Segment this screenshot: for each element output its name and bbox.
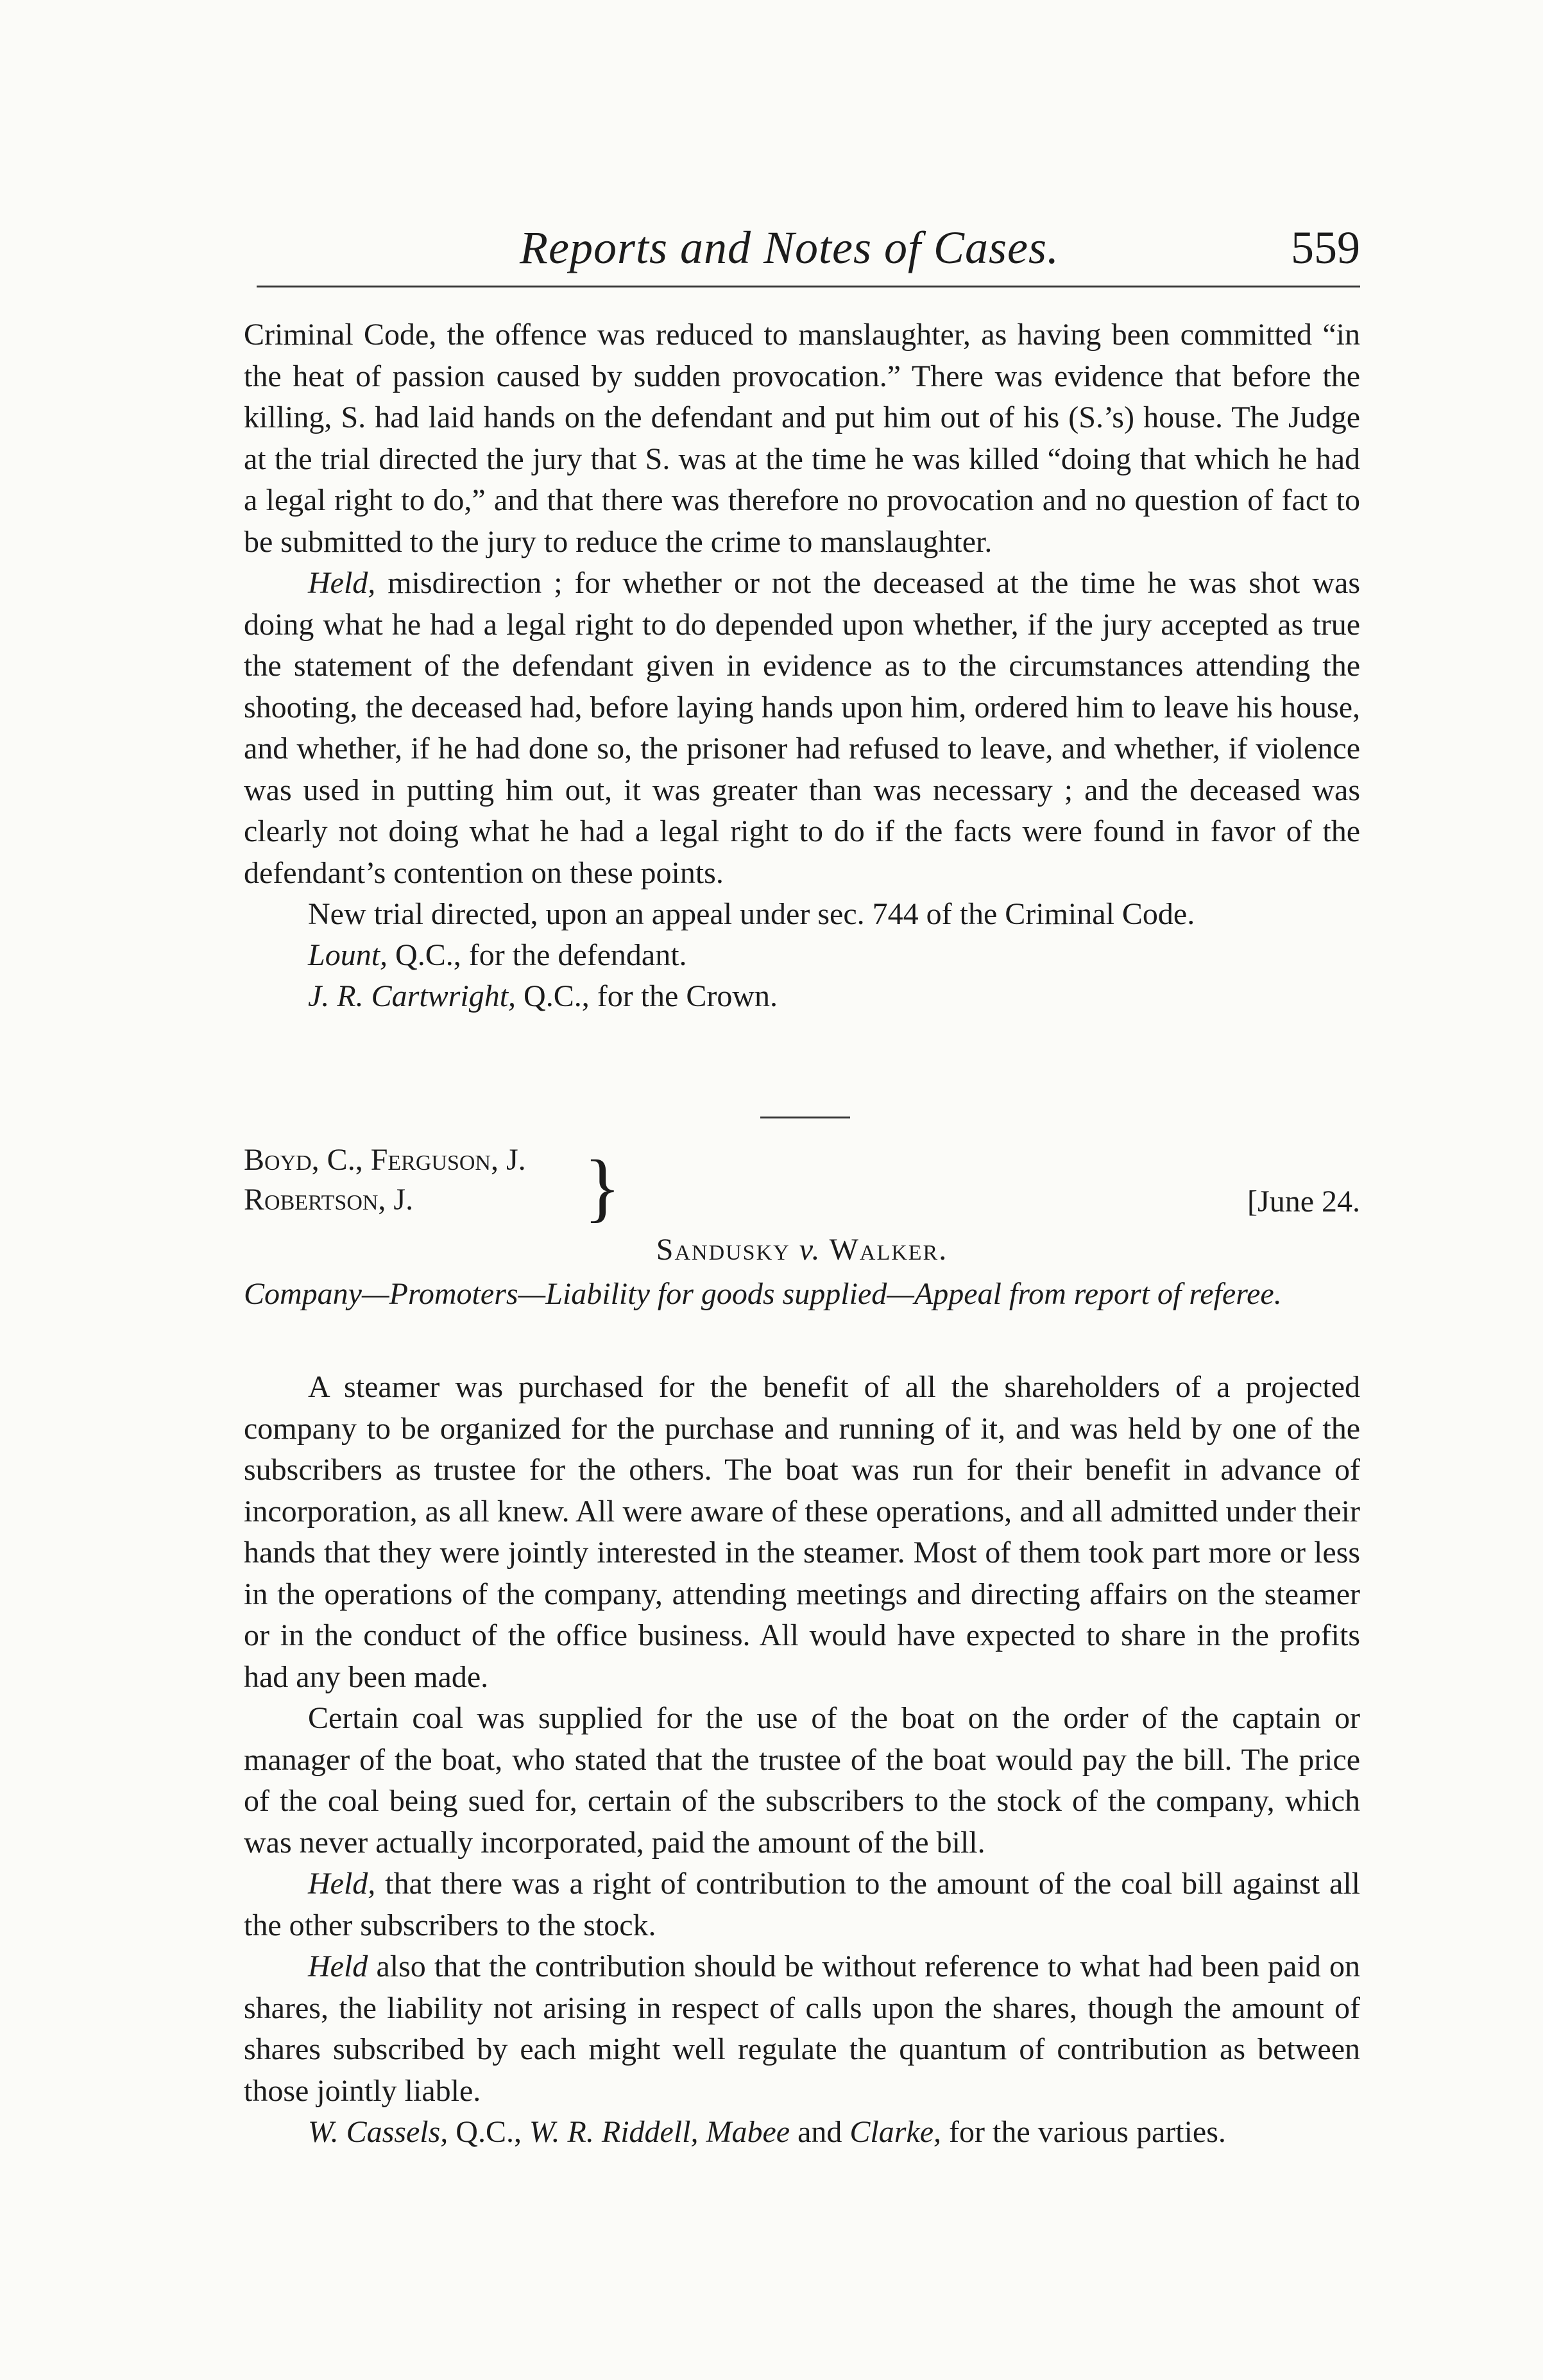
counsel-defendant xyxy=(244,935,1360,976)
counsel-role: for the various parties. xyxy=(941,2115,1226,2149)
page-number: 559 xyxy=(1291,222,1360,273)
judges-line-2: Robertson, J. xyxy=(244,1183,414,1217)
judges-brace: } xyxy=(584,1144,621,1229)
case-one xyxy=(244,314,1360,1017)
section-divider xyxy=(760,1117,850,1118)
new-trial-note: New trial directed, upon an appeal under sec. 744 of the Criminal Code. xyxy=(308,897,1195,931)
conjunction: and xyxy=(790,2115,850,2149)
court-line xyxy=(244,1142,1360,1238)
holding-text: also that the contribution should be without reference to what had been paid on shares, the liability not arising in respect of calls upon the shares, though the amount of shares subscribed by each might well regulate the quantum of contribution as between those jointly liable. xyxy=(244,1949,1360,2108)
case-two-facts-2: Certain coal was supplied for the use of the boat on the order of the captain or manager of the boat, who stated that the trustee of the boat would pay the bill. The price of the coal being sued for, certain of the subscribers to the stock of the company, which was never actually incorporated, paid the amount of the bill. xyxy=(244,1701,1360,1860)
case-one-holding xyxy=(244,563,1360,894)
case-two-holding-2 xyxy=(244,1946,1360,2112)
holding-text: misdirection ; for whether or not the deceased at the time he was shot was doing what he had a legal right to do depended upon whether, if the jury accepted as true the statement of the defendant given in evidence as to the circumstances attending the shooting, the deceased had, before laying hands upon him, ordered him to leave his house, and whether, if he had done so, the prisoner had refused to leave, and whether, if violence was used in putting him out, it was greater than was necessary ; and the deceased was clearly not doing what he had a legal right to do if the facts were found in favor of the defendant’s contention on these points. xyxy=(244,566,1360,890)
case-one-facts: Criminal Code, the offence was reduced to manslaughter, as having been committed “in the heat of passion caused by sudden provocation.” There was evidence that before the killing, S. had laid hands on the defendant and put him out of his (S.’s) house. The Judge at the trial directed the jury that S. was at the time he was killed “doing that which he had a legal right to do,” and that there was therefore no provocation and no question of fact to be submitted to the jury to reduce the crime to manslaughter. xyxy=(244,318,1360,559)
holding-text: that there was a right of contribution to the amount of the coal bill against all the other subscribers to the stock. xyxy=(244,1867,1360,1942)
counsel-parties xyxy=(244,2112,1360,2153)
held-label: Held xyxy=(308,1949,368,1983)
counsel-role: Q.C., for the defendant. xyxy=(388,938,687,972)
held-label: Held, xyxy=(308,566,376,600)
case-two-holding-1 xyxy=(244,1863,1360,1946)
held-label: Held, xyxy=(308,1867,376,1901)
judges-line-1: Boyd, C., Ferguson, J. xyxy=(244,1143,526,1177)
decision-date: [June 24. xyxy=(1247,1185,1360,1219)
counsel-qc: Q.C., xyxy=(448,2115,529,2149)
counsel-name: W. R. Riddell, Mabee xyxy=(529,2115,790,2149)
header-rule xyxy=(257,286,1360,287)
defendant: Walker. xyxy=(821,1233,948,1267)
counsel-role: Q.C., for the Crown. xyxy=(516,979,778,1013)
counsel-name: Clarke, xyxy=(849,2115,942,2149)
plaintiff: Sandusky xyxy=(656,1233,799,1267)
running-head xyxy=(257,221,1360,298)
case-title xyxy=(244,1232,1360,1267)
counsel-name: W. Cassels, xyxy=(308,2115,448,2149)
counsel-name: Lount, xyxy=(308,938,388,972)
versus: v. xyxy=(799,1233,821,1267)
case-two xyxy=(244,1367,1360,2153)
running-title: Reports and Notes of Cases. xyxy=(520,222,1060,273)
case-subject: Company—Promoters—Liability for goods supplied—Appeal from report of referee. xyxy=(244,1277,1282,1311)
counsel-crown xyxy=(244,976,1360,1017)
counsel-name: J. R. Cartwright, xyxy=(308,979,516,1013)
case-two-facts: A steamer was purchased for the benefit of all the shareholders of a projected company to be organized for the purchase and running of it, and was held by one of the subscribers as trustee for the others. The boat was run for their benefit in advance of incorporation, as all knew. All were aware of these operations, and all admitted under their hands that they were jointly interested in the steamer. Most of them took part more or less in the operations of the company, attending meetings and directing affairs on the steamer or in the conduct of the office business. All would have expected to share in the profits had any been made. xyxy=(244,1370,1360,1694)
